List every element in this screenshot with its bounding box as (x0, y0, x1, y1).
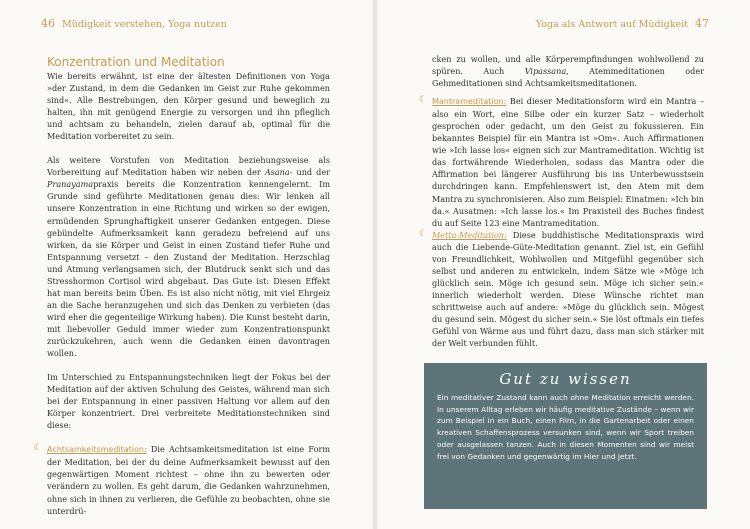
paragraph-2 (47, 154, 330, 359)
crescent-moon-icon: ☾ (419, 95, 428, 106)
vipassana-term: Vipassana (524, 66, 567, 77)
cont-part-a: cken zu wollen, und alle Körperempfindungen wohlwollend zu spüren. Auch (432, 54, 704, 77)
p2-part-b: - und der (289, 167, 330, 178)
left-running-header (37, 17, 227, 30)
paragraph-1: Wie bereits erwähnt, ist eine der ältesten Definitionen von Yoga »der Zustand, in dem die Gedanken im Geist zur Ruhe gekommen sind«. Alle Bestrebungen, den Körper gesund und beweglich zu halten, ihn mit genügend Energie zu versorgen und ihn pfleglich und achtsam zu behandeln, zielen darauf ab, optimal für die Meditation vorbereitet zu sein. (47, 71, 330, 142)
left-body-text (34, 70, 330, 517)
crescent-moon-icon: ☾ (419, 228, 428, 239)
paragraph-3: Im Unterschied zu Entspannungstechniken liegt der Fokus bei der Meditation auf der aktiven Schulung des Geistes, während man sich bei der Entspannung in einer passiven Haltung vor allem auf den Körper konzentriert. Drei verbreitete Meditationstechniken sind diese: (47, 372, 330, 431)
right-page-number: 47 (695, 17, 709, 30)
crescent-moon-icon: ☾ (34, 443, 43, 454)
bullet-1-text: Die Achtsamkeitsmeditation ist eine Form der Meditation, bei der du deine Aufmerksamkeit bewusst auf den gegenwärtigen Moment richtest – ohne ihn zu bewerten oder verändern zu wollen. Es geht darum, die Gedanken wahrzunehmen, ohne sich in ihnen zu verlieren, die Gefühle zu beobachten, ohne sie unterdrü- (47, 444, 330, 516)
bullet-1-term: Achtsamkeitsmeditation: (47, 445, 147, 455)
right-body-text (419, 53, 704, 349)
bullet-3-term: Metta-Meditation: (432, 229, 507, 240)
p2-part-a: Als weitere Vorstufen von Meditation beziehungsweise als Vorbereitung auf Meditation haben wir neben der (47, 155, 330, 178)
bullet-3-text: Diese buddhistische Meditationspraxis wird auch die Liebende-Güte-Meditation genannt. Ziel ist, ein Gefühl von Freundlichkeit, Wohlwollen und Mitgefühl gegenüber sich selbst und anderen zu entwickeln, indem Sätze wie »Möge ich glücklich sein. Möge ich gesund sein. Möge ich sicher sein.« innerlich wiederholt werden. Diese Wünsche richtet man schrittweise auch auf andere: »Möge du glücklich sein. Mögest du gesund sein. Mögest du sicher sein.« Sie löst oftmals ein tiefes Gefühl von Wärme aus und führt dazu, dass man sich stärker mit der Welt verbunden fühlt. (432, 229, 704, 349)
asana-term: Asana (264, 167, 290, 178)
info-box-title: Gut zu wissen (499, 370, 632, 388)
bullet-achtsamkeitsmeditation (34, 443, 330, 516)
left-page-number: 46 (41, 17, 55, 30)
p2-part-c: praxis bereits die Konzentration kennengelernt. Im Grunde sind geführte Meditationen genau dies: Wir lenken all unsere Konzentration in eine Richtung und wirken so der ewigen, ermüdenden Sprunghaftigkeit unserer Gedanken entgegen. Diese gebündelte Aufmerksamkeit kann geradezu befreiend auf uns wirken, da sie Körper und Geist in einen Zustand tiefer Ruhe und Entspannung versetzt – den Zustand der Meditation. Herzschlag und Atmung verlangsamen sich, der Blutdruck senkt sich und das Stresshormon Cortisol wird abgebaut. Das Gute ist: Diesen Effekt hat man bereits beim Üben. Es ist also nicht nötig, mit viel Ehrgeiz an die Sache heranzugehen und sich das Denken zu verbieten (das wird eher die gegenteilige Wirkung haben). Die Kunst besteht darin, mit liebevoller Geduld immer wieder zum Konzentrationspunkt zurückzukehren, auch wenn die Gedanken einen davontragen wollen. (47, 179, 330, 359)
info-box (424, 363, 707, 509)
left-running-head: Müdigkeit verstehen, Yoga nutzen (62, 19, 227, 30)
section-title: Konzentration und Meditation (47, 55, 225, 69)
bullet-2-text: Bei dieser Meditationsform wird ein Mantra – also ein Wort, eine Silbe oder ein kurzer Satz – wiederholt gesprochen oder gedacht, um den Geist zu fokussieren. Ein bekanntes Beispiel für ein Mantra ist »Om«. Auch Affirmationen wie »Ich lasse los« eignen sich zur Mantrameditation. Wichtig ist das fortwährende Wiederholen, sodass das Mantra oder die Affirmation bei längerer Ausführung bis ins Unterbewusstsein durchdringen kann. Empfehlenswert ist, den Atem mit dem Mantra zu synchronisieren. Also zum Beispiel: Einatmen: »Ich bin da.« Ausatmen: »Ich lasse los.« Im Praxisteil des Buches findest du auf Seite 123 eine Mantrameditation. (432, 96, 704, 228)
info-box-text: Ein meditativer Zustand kann auch ohne Meditation erreicht werden. In unserem Alltag erleben wir häufig meditative Zustände – wenn wir zum Beispiel in ein Buch, einen Film, in die Gartenarbeit oder einen kreativen Schaffensprozess versunken sind, wenn wir Sport treiben oder ausgelassen tanzen. Auch in diesen Momenten sind wir meist frei von Gedanken und gegenwärtig im Hier und Jetzt. (437, 393, 694, 461)
bullet-metta-meditation (419, 228, 704, 349)
right-running-head: Yoga als Antwort auf Müdigkeit (535, 19, 688, 30)
pranayama-term: Pranayama (47, 179, 94, 190)
right-running-header (536, 17, 713, 30)
continued-paragraph (432, 53, 704, 89)
cont-part-b: , Atemmeditationen oder Gehmeditationen sind Achtsamkeitsmeditationen. (432, 66, 704, 89)
bullet-mantrameditation (419, 95, 704, 229)
bullet-2-term: Mantrameditation: (432, 97, 507, 107)
